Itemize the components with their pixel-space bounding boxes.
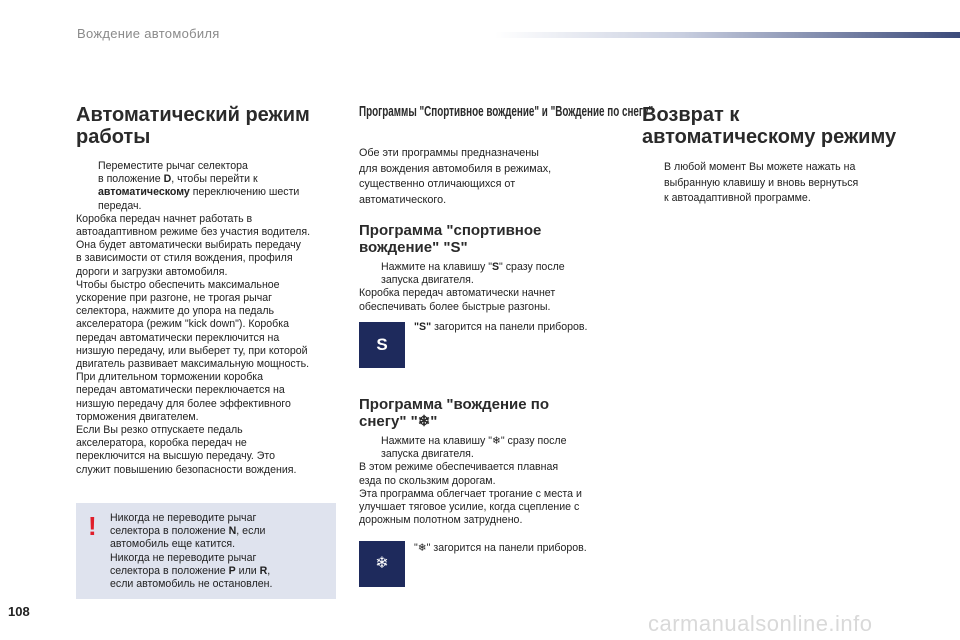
right-title-line2: автоматическому режиму (642, 126, 897, 148)
warning-box (76, 503, 336, 599)
sport-section (359, 222, 624, 314)
snow-bullet: Нажмите на клавишу "❄" сразу после запуска двигателя. (381, 435, 567, 461)
snow-indicator-text: "❄" загорится на панели приборов. (414, 542, 587, 554)
left-bullet-line2: в положение D, чтобы перейти к (98, 173, 258, 186)
sport-title-line1: Программа "спортивное (359, 222, 542, 239)
left-bullet-line1: Переместите рычаг селектора (98, 160, 248, 172)
sport-bullet: Нажмите на клавишу "S" сразу после запуска двигателя. (381, 261, 565, 287)
left-column (76, 104, 341, 477)
snow-title-line1: Программа "вождение по (359, 396, 549, 413)
section-header: Вождение автомобиля (77, 26, 220, 41)
left-title-line1: Автоматический режим (76, 104, 310, 126)
left-body: Коробка передач начнет работать в автоадаптивном режиме без участия водителя. Она будет автоматически выбирать передачу в зависимости от стиля вождения, профиля дороги и загрузки автомобиля. Чтобы быстро обеспечить максимальное ускорение при разгоне, не трогая рычаг селектора, нажмите до упора на педаль акселератора (режим "kick down"). Коробка передач автоматически переключится на низшую передачу, или выберет ту, при которой двигатель развивает максимальную мощность. При длительном торможении коробка передач автоматически переключается на низшую передачу для более эффективного торможения двигателем. Если Вы резко отпускаете педаль акселератора, коробка передач не переключится на высшую передачу. Это служит повышению безопасности вождения. (76, 212, 311, 476)
sport-body: Коробка передач автоматически начнет обеспечивать более быстрые разгоны. (359, 287, 556, 313)
sport-indicator-text: "S" загорится на панели приборов. (414, 321, 588, 333)
right-bullet: В любой момент Вы можете нажать на выбранную клавишу и вновь вернуться к автоадаптивной программе. (664, 161, 859, 204)
right-column (642, 104, 912, 207)
snow-section (359, 396, 624, 527)
s-letter-icon: S (376, 335, 388, 354)
warning-text: Никогда не переводите рычаг селектора в положение N, если автомобиль еще катится. Никогда не переводите рычаг селектора в положение P или R, если автомобиль не остановлен. (110, 512, 273, 591)
right-title-line1: Возврат к (642, 104, 740, 126)
snow-body: В этом режиме обеспечивается плавная езда по скользким дорогам. Эта программа облегчает трогание с места и улучшает тяговое усилие, когда сцепление с дорожным полотном затруднено. (359, 461, 582, 527)
middle-intro: Обе эти программы предназначены для вождения автомобиля в режимах, существенно отличающихся от автоматического. (359, 147, 552, 206)
watermark: carmanualsonline.info (648, 611, 873, 636)
sport-indicator-icon (359, 322, 405, 368)
header-gradient-bar (495, 32, 960, 38)
snow-title-line2: снегу" "❄" (359, 413, 438, 430)
snow-indicator-icon (359, 541, 405, 587)
middle-column (359, 104, 654, 208)
warning-exclamation-icon: ! (88, 511, 97, 541)
page-number: 108 (8, 604, 30, 619)
left-bullet (76, 160, 341, 213)
left-bullet-line4: передач. (98, 199, 142, 212)
middle-title: Программы "Спортивное вождение" и "Вождение по снегу" (359, 104, 654, 120)
left-bullet-line3: автоматическому переключению шести (98, 186, 300, 199)
snowflake-icon: ❄ (375, 555, 389, 572)
sport-title-line2: вождение" "S" (359, 239, 468, 256)
left-title-line2: работы (76, 126, 151, 148)
